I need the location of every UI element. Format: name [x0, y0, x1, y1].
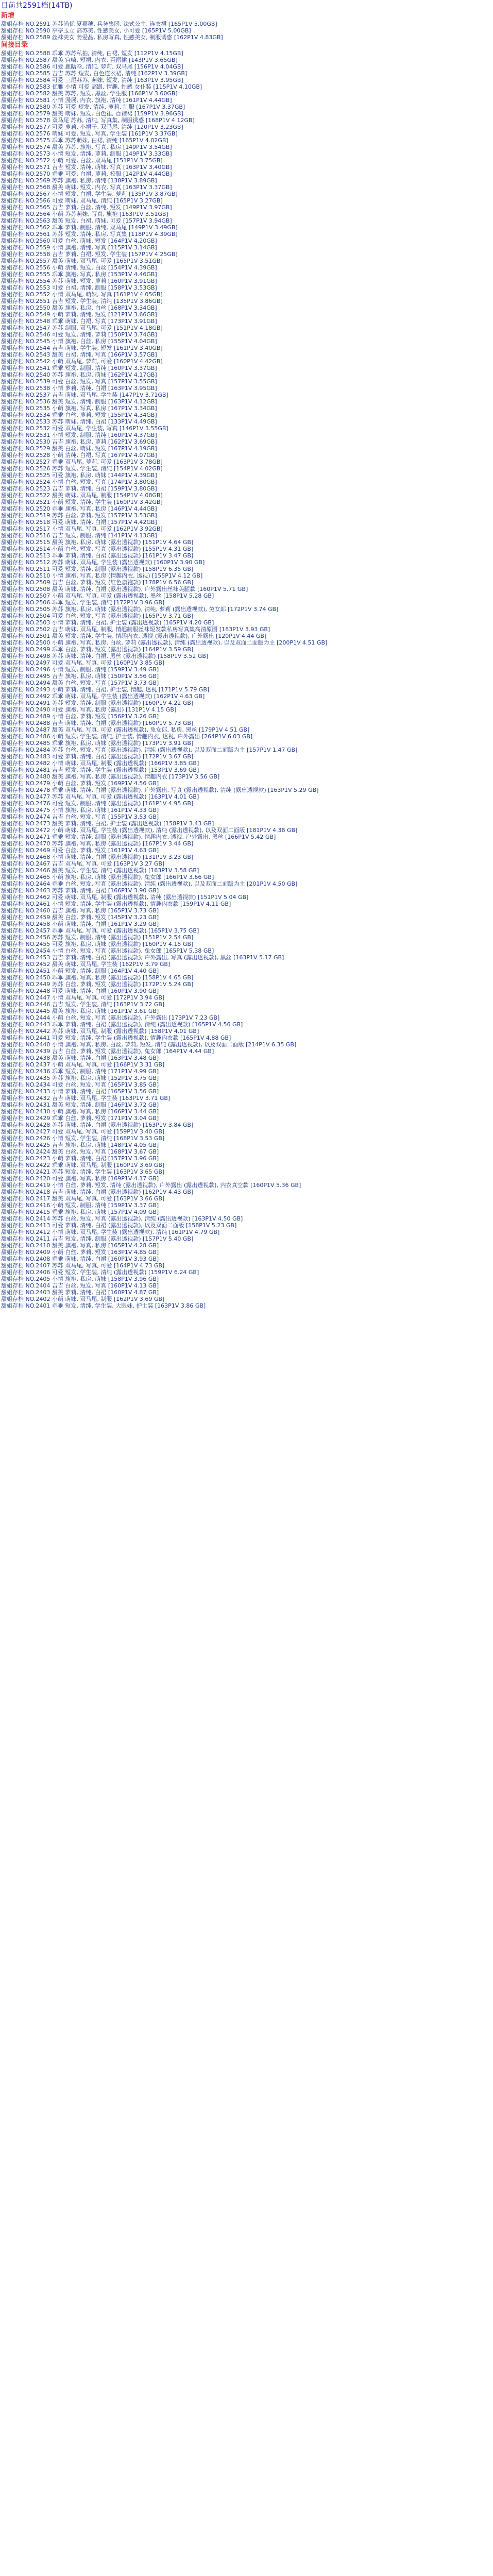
list-item[interactable]: 甜姐存档 NO.2429 乖乖 白丝, 萝莉, 短发 [171P1V 3.04 GB] — [1, 1115, 159, 1122]
list-item[interactable]: 甜姐存档 NO.2516 吉吉 短发, 制服, 清纯 [141P1V 4.13GB] — [1, 532, 157, 539]
list-item[interactable]: 甜姐存档 NO.2495 吉吉 旗袍, 私房, 萌妹 [150P1V 3.56 GB] — [1, 673, 159, 680]
list-item[interactable]: 甜姐存档 NO.2588 乖乖 苏苏私拍, 清纯, 白裙, 短发 [112P1V 4.15GB] — [1, 50, 183, 57]
list-item[interactable]: 甜姐存档 NO.2504 可爱 白丝, 短发, 写真 (露出透视款) [165P1V 3.71 GB] — [1, 613, 194, 619]
list-item[interactable]: 甜姐存档 NO.2582 甜美 苏苏, 短发, 黑丝, 学生服 [166P1V 3.60GB] — [1, 90, 178, 97]
list-item[interactable]: 甜姐存档 NO.2440 小情 旗袍, 写真, 私房, 白丝, 萝莉, 短发, 清纯 (露出透视款), 以及双面二面版 [214P1V 6.35 GB] — [1, 1041, 297, 1048]
list-item[interactable]: 甜姐存档 NO.2561 苏苏 短发, 清纯, 私房, 写真集 [118P1V 4.39GB] — [1, 231, 178, 238]
list-item[interactable]: 甜姐存档 NO.2459 甜美 白丝, 萝莉, 短发 [145P1V 3.23 GB] — [1, 914, 159, 921]
list-item[interactable]: 甜姐存档 NO.2541 乖乖 短发, 制服, 清纯 [160P1V 3.37GB] — [1, 365, 157, 371]
list-item[interactable]: 甜姐存档 NO.2563 甜美 短发, 白裙, 萌妹, 可爱 [157P1V 3.94GB] — [1, 217, 172, 224]
list-item[interactable]: 甜姐存档 NO.2560 可爱 白丝, 萌妹, 短发 [164P1V 4.20GB] — [1, 238, 157, 244]
list-item[interactable]: 甜姐存档 NO.2548 乖乖 萌妹, 白裙, 写真 [173P1V 3.91GB] — [1, 318, 157, 325]
list-item[interactable]: 甜姐存档 NO.2564 小萌 苏苏萌妹, 写真, 旗袍 [163P1V 3.51GB] — [1, 211, 168, 217]
list-item[interactable]: 甜姐存档 NO.2581 小情 漫展, 内衣, 旗袍, 清纯 [161P1V 4.44GB] — [1, 97, 172, 104]
list-item[interactable]: 甜姐存档 NO.2484 苏苏 白丝, 短发, 写真 (露出透视款), 清纯 (露出透视款), 以及双面二面版为主 [157P1V 1.47 GB] — [1, 747, 298, 753]
list-item[interactable]: 甜姐存档 NO.2468 小情 萌妹, 清纯, 白裙 (露出透视款) [131P1V 3.23 GB] — [1, 854, 194, 860]
list-item[interactable]: 甜姐存档 NO.2482 小情 萌妹, 双马尾, 制服 (露出透视款) [166P1V 3.85 GB] — [1, 760, 199, 767]
list-item[interactable]: 甜姐存档 NO.2556 小萌 清纯, 短发, 白丝 [154P1V 4.39GB] — [1, 264, 157, 271]
list-item[interactable]: 甜姐存档 NO.2573 小情 短发, 清纯, 萝莉, 制服 [149P1V 3.33GB] — [1, 150, 172, 157]
list-item[interactable]: 甜姐存档 NO.2466 甜美 短发, 学生装, 清纯 (露出透视款) [163P1V 3.58 GB] — [1, 867, 199, 874]
list-item[interactable]: 甜姐存档 NO.2530 吉吉 旗袍, 私房, 萝莉 [162P1V 3.69GB] — [1, 438, 157, 445]
list-item[interactable]: 甜姐存档 NO.2407 苏苏 双马尾, 写真, 可爱 [164P1V 4.73 GB] — [1, 1262, 165, 1269]
list-item[interactable]: 甜姐存档 NO.2584 可爱 三尾苏苏, 萌妹, 短发, 清纯 [163P1V 3.95GB] — [1, 77, 183, 83]
list-item[interactable]: 甜姐存档 NO.2585 吉吉 苏苏 短发, 白色连衣裙, 清纯 [162P1V 3.39GB] — [1, 70, 188, 77]
list-item[interactable]: 甜姐存档 NO.2545 小情 旗袍, 白丝, 私房 [155P1V 4.04GB] — [1, 338, 157, 345]
list-item[interactable]: 甜姐存档 NO.2511 可爱 短发, 清纯, 制服 (露出透视款) [158P1V 6.35 GB] — [1, 566, 194, 572]
list-item[interactable]: 甜姐存档 NO.2525 可爱 旗袍, 私房, 萌妹 [144P1V 4.39GB] — [1, 472, 157, 479]
list-item[interactable]: 甜姐存档 NO.2499 乖乖 白丝, 萝莉, 短发 (露出透视款) [164P1V 3.59 GB] — [1, 646, 194, 653]
list-item[interactable]: 甜姐存档 NO.2513 乖乖 萝莉, 清纯, 白裙 (露出透视款) [161P1V 3.47 GB] — [1, 552, 194, 559]
list-item[interactable]: 甜姐存档 NO.2493 小萌 萝莉, 清纯, 白裙, 护士装, 情趣, 透视 [171P1V 5.79 GB] — [1, 686, 210, 693]
list-item[interactable]: 甜姐存档 NO.2578 双马尾 苏苏, 清纯, 写真集, 制服诱惑 [168P1V 4.12GB] — [1, 117, 195, 124]
list-item[interactable]: 甜姐存档 NO.2441 可爱 短发, 清纯, 学生装 (露出透视款), 情趣内衣款 [165P1V 4.88 GB] — [1, 1035, 231, 1041]
list-item[interactable]: 甜姐存档 NO.2461 小情 短发, 清纯, 学生装 (露出透视款), 情趣内衣款 [159P1V 4.11 GB] — [1, 901, 231, 907]
list-item[interactable]: 甜姐存档 NO.2422 乖乖 萌妹, 双马尾, 制服 [160P1V 3.69 GB] — [1, 1162, 165, 1168]
list-item[interactable]: 甜姐存档 NO.2477 苏苏 双马尾, 写真, 可爱 (露出透视款) [163P1V 4.01 GB] — [1, 793, 199, 800]
list-item[interactable]: 甜姐存档 NO.2465 小萌 旗袍, 私房, 萌妹 (露出透视款), 兔女郎 [166P1V 3.66 GB] — [1, 874, 214, 880]
list-item[interactable]: 甜姐存档 NO.2524 小情 白丝, 短发, 写真 [174P1V 3.80GB] — [1, 479, 157, 485]
list-item[interactable]: 甜姐存档 NO.2505 苏苏 旗袍, 私房, 萌妹 (露出透视款), 清纯, 萝莉 (露出透视款), 兔女郎 [172P1V 3.74 GB] — [1, 606, 279, 613]
list-item[interactable]: 甜姐存档 NO.2552 小情 双马尾, 萌妹, 写真 [161P1V 4.05GB] — [1, 291, 163, 298]
list-item[interactable]: 甜姐存档 NO.2553 可爱 白裙, 清纯, 制服 [158P1V 3.53GB] — [1, 284, 157, 291]
list-item[interactable]: 甜姐存档 NO.2449 苏苏 白丝, 萝莉, 短发 (露出透视款) [172P1V 5.24 GB] — [1, 981, 194, 988]
list-item[interactable]: 甜姐存档 NO.2510 小情 旗袍, 写真, 私房 (情趣内衣, 透视) [155P1V 4.12 GB] — [1, 572, 203, 579]
list-item[interactable]: 甜姐存档 NO.2509 吉吉 白丝, 萝莉, 短发 (红色旗袍款) [178P1V 6.56 GB] — [1, 579, 194, 586]
list-item[interactable]: 甜姐存档 NO.2514 小萌 白丝, 短发, 写真 (露出透视款) [155P1V 4.31 GB] — [1, 546, 194, 552]
list-item[interactable]: 甜姐存档 NO.2453 吉吉 萝莉, 清纯, 白裙 (露出透视款), 户外露出, 写真 (露出透视款), 黑丝 [163P1V 5.17 GB] — [1, 954, 284, 961]
list-item[interactable]: 甜姐存档 NO.2526 苏苏 短发, 学生装, 清纯 [154P1V 4.02GB] — [1, 465, 163, 472]
list-item[interactable]: 甜姐存档 NO.2574 甜美 苏苏, 旗袍, 写真, 私房 [149P1V 3.54GB] — [1, 144, 172, 150]
list-item[interactable]: 甜姐存档 NO.2566 可爱 萌妹, 双马尾, 清纯 [165P1V 3.27GB] — [1, 197, 163, 204]
list-item[interactable]: 甜姐存档 NO.2406 可爱 短发, 学生装, 清纯 (露出透视款) [159P1V 6.24 GB] — [1, 1269, 199, 1276]
list-item[interactable]: 甜姐存档 NO.2536 甜美 短发, 清纯, 制服 [163P1V 4.12GB] — [1, 398, 157, 405]
list-item[interactable]: 甜姐存档 NO.2580 苏苏 可爱 短发, 清纯, 萝莉, 制服 [167P1V 3.37GB] — [1, 104, 185, 110]
list-item[interactable]: 甜姐存档 NO.2457 乖乖 双马尾, 写真, 可爱 (露出透视款) [165P1V 3.75 GB] — [1, 927, 199, 934]
list-item[interactable]: 甜姐存档 NO.2416 小萌 短发, 制服, 清纯 [159P1V 3.37 GB] — [1, 1202, 159, 1209]
list-item[interactable]: 甜姐存档 NO.2502 吉吉 萌妹, 双马尾, 制服, 情趣制服丝袜短发款私房写真集高清原图 [183P1V 3.93 GB] — [1, 626, 270, 633]
list-item[interactable]: 甜姐存档 NO.2539 可爱 白丝, 短发, 写真 [157P1V 3.55GB] — [1, 378, 157, 385]
list-item[interactable]: 甜姐存档 NO.2512 苏苏 萌妹, 双马尾, 学生装 (露出透视款) [160P1V 3.90 GB] — [1, 559, 205, 566]
list-item[interactable]: 甜姐存档 NO.2437 小萌 双马尾, 写真, 可爱 [166P1V 3.31 GB] — [1, 1061, 165, 1068]
list-item[interactable]: 甜姐存档 NO.2492 乖乖 萌妹, 双马尾, 学生装 (露出透视款) [162P1V 4.63 GB] — [1, 693, 205, 700]
list-item[interactable]: 甜姐存档 NO.2485 乖乖 旗袍, 私房, 萌妹 (露出透视款) [173P1V 3.91 GB] — [1, 740, 194, 747]
list-item[interactable]: 甜姐存档 NO.2405 小情 旗袍, 私房, 萌妹 [158P1V 3.96 GB] — [1, 1276, 159, 1282]
list-item[interactable]: 甜姐存档 NO.2456 苏苏 短发, 制服, 清纯 (露出透视款) [151P1V 2.54 GB] — [1, 934, 194, 941]
list-item[interactable]: 甜姐存档 NO.2589 丝袜美女 姜爱晶, 私房写真, 性感美女, 制服诱惑 [162P1V 4.83GB] — [1, 34, 223, 41]
list-item[interactable]: 甜姐存档 NO.2462 可爱 萌妹, 双马尾, 制服 (露出透视款), 清纯 (露出透视款) [151P1V 5.04 GB] — [1, 894, 249, 901]
list-item[interactable]: 甜姐存档 NO.2500 小萌 旗袍, 写真, 私房, 白丝, 萝莉 (露出透视款), 清纯 (露出透视款), 以及双面二面版为主 [200P1V 4.51 GB] — [1, 639, 328, 646]
section-new-heading: 新增 — [1, 12, 15, 20]
list-item[interactable]: 甜姐存档 NO.2518 可爱 萌妹, 清纯, 白裙 [157P1V 4.42GB] — [1, 519, 157, 526]
list-item[interactable]: 甜姐存档 NO.2562 乖乖 萝莉, 制服, 清纯, 双马尾 [149P1V 3.49GB] — [1, 224, 178, 231]
list-item[interactable]: 甜姐存档 NO.2491 苏苏 短发, 清纯, 制服 (露出透视款) [160P1V 4.22 GB] — [1, 700, 194, 706]
list-item[interactable]: 甜姐存档 NO.2576 萌妹 可爱, 短发, 写真, 学生装 [161P1V 3.37GB] — [1, 130, 178, 137]
list-item[interactable]: 甜姐存档 NO.2427 可爱 双马尾, 写真, 可爱 [159P1V 3.40 GB] — [1, 1128, 165, 1135]
list-item[interactable]: 甜姐存档 NO.2408 乖乖 萌妹, 清纯, 白裙 [160P1V 3.93 GB] — [1, 1256, 159, 1262]
list-item[interactable]: 甜姐存档 NO.2446 吉吉 短发, 学生装, 清纯 [163P1V 3.72 GB] — [1, 1001, 165, 1008]
list-item[interactable]: 甜姐存档 NO.2469 可爱 白丝, 萝莉, 短发 [161P1V 4.63 GB] — [1, 847, 159, 854]
list-item[interactable]: 甜姐存档 NO.2434 可爱 白丝, 短发, 写真 [165P1V 3.85 GB] — [1, 1081, 159, 1088]
list-item[interactable]: 甜姐存档 NO.2551 吉吉 短发, 学生装, 清纯 [135P1V 3.86GB] — [1, 298, 163, 304]
list-item[interactable]: 甜姐存档 NO.2498 苏苏 萌妹, 清纯, 白裙, 黑丝 (露出透视款) [158P1V 3.52 GB] — [1, 653, 209, 659]
list-item[interactable]: 甜姐存档 NO.2523 吉吉 萝莉, 清纯, 白裙 [159P1V 3.80GB] — [1, 485, 157, 492]
list-item[interactable]: 甜姐存档 NO.2550 甜美 旗袍, 私房, 白丝 [168P1V 3.34GB] — [1, 304, 157, 311]
list-item[interactable]: 甜姐存档 NO.2537 吉吉 萌妹, 双马尾, 学生装 [147P1V 3.71GB] — [1, 392, 168, 398]
list-item[interactable]: 甜姐存档 NO.2430 小萌 旗袍, 写真, 私房 [166P1V 3.44 GB] — [1, 1108, 159, 1115]
list-item[interactable]: 甜姐存档 NO.2475 小情 旗袍, 私房, 萌妹 [161P1V 4.33 GB] — [1, 807, 159, 814]
list-item[interactable]: 甜姐存档 NO.2460 吉吉 旗袍, 写真, 私房 [165P1V 3.73 GB] — [1, 907, 159, 914]
list-item[interactable]: 甜姐存档 NO.2544 吉吉 萌妹, 学生装, 短发 [161P1V 3.40GB] — [1, 345, 163, 351]
list-item[interactable]: 甜姐存档 NO.2517 小情 双马尾, 写真, 可爱 [162P1V 3.92GB] — [1, 526, 163, 532]
list-item[interactable]: 甜姐存档 NO.2487 甜美 双马尾, 写真, 可爱 (露出透视款), 兔女郎, 私房, 黑丝 [179P1V 4.51 GB] — [1, 726, 250, 733]
list-item[interactable]: 甜姐存档 NO.2489 小情 白丝, 萝莉, 短发 [156P1V 3.26 GB] — [1, 713, 159, 720]
list-item[interactable]: 甜姐存档 NO.2413 可爱 萝莉, 清纯, 白裙 (露出透视款), 以及双面二面版 [158P1V 5.23 GB] — [1, 1222, 237, 1229]
list-item[interactable]: 甜姐存档 NO.2568 甜美 萌妹, 短发, 内衣, 写真 [163P1V 3.37GB] — [1, 184, 172, 191]
list-item[interactable]: 甜姐存档 NO.2542 小萌 双马尾, 萝莉, 可爱 [160P1V 4.42GB] — [1, 358, 163, 365]
list-item[interactable]: 甜姐存档 NO.2490 可爱 旗袍, 写真, 私房 (露出) [131P1V 4.15 GB] — [1, 706, 177, 713]
list-item[interactable]: 甜姐存档 NO.2575 乖乖 苏苏萌妹, 白裙, 清纯 [165P1V 4.02GB] — [1, 137, 168, 144]
list-item[interactable]: 甜姐存档 NO.2438 甜美 萌妹, 清纯, 白裙 [163P1V 3.48 GB] — [1, 1055, 159, 1061]
list-item[interactable]: 甜姐存档 NO.2586 可爱 鹿晗晗, 清纯, 萝莉, 双马尾 [156P1V 4.04GB] — [1, 63, 183, 70]
list-item[interactable]: 甜姐存档 NO.2476 可爱 短发, 制服, 清纯 (露出透视款) [161P1V 4.95 GB] — [1, 800, 194, 807]
list-item[interactable]: 甜姐存档 NO.2483 可爱 萝莉, 清纯, 白裙 (露出透视款) [172P1V 3.67 GB] — [1, 753, 194, 760]
list-item[interactable]: 甜姐存档 NO.2521 小萌 短发, 清纯, 学生装 [160P1V 3.42GB] — [1, 499, 163, 505]
list-item[interactable]: 甜姐存档 NO.2590 亭亭玉立 高苏美, 性感美女, 小可爱 [165P1V 5.00GB] — [1, 27, 191, 34]
list-item[interactable]: 甜姐存档 NO.2432 吉吉 萌妹, 双马尾, 学生装 [163P1V 3.71 GB] — [1, 1095, 171, 1101]
list-item[interactable]: 甜姐存档 NO.2533 苏苏 萌妹, 清纯, 白裙 [133P1V 4.49GB] — [1, 418, 157, 425]
list-item[interactable]: 甜姐存档 NO.2522 甜美 萌妹, 双马尾, 制服 [154P1V 4.08GB] — [1, 492, 163, 499]
list-item[interactable]: 甜姐存档 NO.2474 吉吉 白丝, 短发, 写真 [155P1V 3.53 GB] — [1, 814, 159, 820]
list-item[interactable]: 甜姐存档 NO.2424 甜美 白丝, 短发, 写真 [168P1V 3.67 GB] — [1, 1148, 159, 1155]
list-item[interactable]: 甜姐存档 NO.2417 甜美 双马尾, 写真, 可爱 [163P1V 3.66 GB] — [1, 1195, 165, 1202]
list-item[interactable]: 甜姐存档 NO.2527 乖乖 双马尾, 萝莉, 可爱 [163P1V 3.78GB] — [1, 459, 163, 465]
list-item[interactable]: 甜姐存档 NO.2531 小情 短发, 制服, 清纯 [160P1V 4.37GB] — [1, 432, 157, 438]
list-item[interactable]: 甜姐存档 NO.2535 小萌 旗袍, 写真, 私房 [167P1V 3.34GB] — [1, 405, 157, 412]
list-item[interactable]: 甜姐存档 NO.2579 甜美 萌妹, 短发, 白色裙, 百褶裙 [159P1V 3.96GB] — [1, 110, 183, 117]
list-item[interactable]: 甜姐存档 NO.2471 乖乖 短发, 清纯, 制服 (露出透视款), 情趣内衣, 透视, 户外露出, 黑丝 [166P1V 5.42 GB] — [1, 834, 276, 840]
list-item[interactable]: 甜姐存档 NO.2583 优雅 小情 可爱 高跟, 情趣, 性感 女仆装 [115P1V 4.10GB] — [1, 83, 202, 90]
list-item[interactable]: 甜姐存档 NO.2435 苏苏 旗袍, 私房, 萌妹 [152P1V 3.75 GB] — [1, 1075, 159, 1081]
list-item[interactable]: 甜姐存档 NO.2448 可爱 萌妹, 清纯, 白裙 [160P1V 3.90 GB] — [1, 988, 159, 994]
list-item[interactable]: 甜姐存档 NO.2534 乖乖 白丝, 萝莉, 短发 [155P1V 4.34GB] — [1, 412, 157, 418]
list-item[interactable]: 甜姐存档 NO.2428 苏苏 萌妹, 清纯, 白裙 (露出透视款) [163P1V 3.84 GB] — [1, 1122, 194, 1128]
list-item[interactable]: 甜姐存档 NO.2520 乖乖 旗袍, 写真, 私房 [146P1V 4.44GB] — [1, 505, 157, 512]
list-item[interactable]: 甜姐存档 NO.2481 吉吉 短发, 清纯, 学生装 (露出透视款) [153P1V 3.69 GB] — [1, 767, 199, 773]
list-item[interactable]: 甜姐存档 NO.2443 乖乖 萝莉, 清纯, 白裙 (露出透视款), 清纯 (露出透视款) [165P1V 4.56 GB] — [1, 1021, 243, 1028]
list-item[interactable]: 甜姐存档 NO.2423 小萌 萝莉, 清纯, 白裙 [157P1V 3.96 GB] — [1, 1155, 159, 1162]
list-item[interactable]: 甜姐存档 NO.2472 小萌 萌妹, 双马尾, 学生装 (露出透视款), 清纯 (露出透视款), 以及双面二面版 [181P1V 4.38 GB] — [1, 827, 298, 834]
list-item[interactable]: 甜姐存档 NO.2433 小情 萝莉, 清纯, 白裙 [165P1V 3.56 GB] — [1, 1088, 159, 1095]
list-item[interactable]: 甜姐存档 NO.2571 吉吉 短发, 清纯, 萌妹, 写真 [163P1V 3.40GB] — [1, 164, 172, 171]
list-item[interactable]: 甜姐存档 NO.2442 苏苏 萌妹, 双马尾, 制服 (露出透视款) [158P1V 4.01 GB] — [1, 1028, 199, 1035]
list-item[interactable]: 甜姐存档 NO.2488 吉吉 萌妹, 清纯, 白裙 (露出透视款) [160P1V 5.73 GB] — [1, 720, 194, 726]
list-item[interactable]: 甜姐存档 NO.2445 甜美 旗袍, 私房, 萌妹 [161P1V 3.61 GB] — [1, 1008, 159, 1014]
list-item[interactable]: 甜姐存档 NO.2452 甜美 萌妹, 双马尾, 学生装 [162P1V 3.79 GB] — [1, 961, 171, 968]
list-item[interactable]: 甜姐存档 NO.2404 吉吉 白丝, 短发, 写真 [160P1V 4.13 GB] — [1, 1282, 159, 1289]
list-item[interactable]: 甜姐存档 NO.2555 乖乖 旗袍, 写真, 私房 [153P1V 4.46GB] — [1, 271, 157, 278]
list-item[interactable]: 甜姐存档 NO.2506 乖乖 短发, 学生装, 清纯 [172P1V 3.96 GB] — [1, 599, 165, 606]
list-item[interactable]: 甜姐存档 NO.2451 小萌 短发, 清纯, 制服 [164P1V 4.40 GB] — [1, 968, 159, 974]
list-item[interactable]: 甜姐存档 NO.2467 吉吉 双马尾, 写真, 可爱 [163P1V 3.27 GB] — [1, 860, 165, 867]
list-item[interactable]: 甜姐存档 NO.2486 小萌 短发, 学生装, 清纯, 护士装, 情趣内衣, 透视, 户外露出 [264P1V 6.03 GB] — [1, 733, 253, 740]
list-item[interactable]: 甜姐存档 NO.2501 甜美 短发, 清纯, 学生装, 情趣内衣, 透视 (露出透视款), 户外露出 [120P1V 4.44 GB] — [1, 633, 267, 639]
list-item[interactable]: 甜姐存档 NO.2549 小萌 萝莉, 清纯, 短发 [121P1V 3.66GB] — [1, 311, 157, 318]
list-item[interactable]: 甜姐存档 NO.2529 甜美 白丝, 萌妹, 短发 [167P1V 4.19GB] — [1, 445, 157, 452]
list-item[interactable]: 甜姐存档 NO.2528 小萌 清纯, 白裙, 写真 [167P1V 4.07GB] — [1, 452, 157, 459]
list-item[interactable]: 甜姐存档 NO.2450 乖乖 旗袍, 写真, 私房 (露出透视款) [158P1V 4.65 GB] — [1, 974, 194, 981]
list-item[interactable]: 甜姐存档 NO.2538 小情 萝莉, 清纯, 白裙 [163P1V 3.95GB] — [1, 385, 157, 392]
history-entries-list — [1, 50, 493, 1309]
list-item[interactable]: 甜姐存档 NO.2463 苏苏 萝莉, 清纯, 白裙 [166P1V 3.90 GB] — [1, 887, 159, 894]
list-item[interactable]: 甜姐存档 NO.2414 苏苏 白丝, 短发, 写真 (露出透视款), 清纯 (露出透视款) [163P1V 4.50 GB] — [1, 1215, 243, 1222]
list-item[interactable]: 甜姐存档 NO.2455 可爱 旗袍, 私房, 萌妹 (露出透视款) [160P1V 4.15 GB] — [1, 941, 194, 947]
list-item[interactable]: 甜姐存档 NO.2554 苏苏 萌妹, 短发, 萝莉 [160P1V 3.91GB] — [1, 278, 157, 284]
page-title: 目前共2591档(14TB) — [1, 2, 73, 10]
list-item[interactable]: 甜姐存档 NO.2587 甜美 宫崎, 短裙, 内衣, 百褶裙 [143P1V 3.65GB] — [1, 57, 178, 63]
list-item[interactable]: 甜姐存档 NO.2458 小萌 萌妹, 清纯, 白裙 [161P1V 3.29 GB] — [1, 921, 159, 927]
new-entries-list — [1, 21, 493, 41]
list-item[interactable]: 甜姐存档 NO.2507 小萌 双马尾, 写真, 可爱 (露出透视款), 黑丝 [158P1V 5.28 GB] — [1, 592, 214, 599]
list-item[interactable]: 甜姐存档 NO.2473 甜美 萝莉, 清纯, 白裙, 护士装 (露出透视款) [158P1V 3.43 GB] — [1, 820, 214, 827]
list-item[interactable]: 甜姐存档 NO.2415 乖乖 旗袍, 私房, 萌妹 [157P1V 4.09 GB] — [1, 1209, 159, 1215]
list-item[interactable]: 甜姐存档 NO.2497 可爱 双马尾, 写真, 可爱 [160P1V 3.85 GB] — [1, 659, 165, 666]
list-item[interactable]: 甜姐存档 NO.2515 甜美 旗袍, 私房, 萌妹 (露出透视款) [151P1V 4.64 GB] — [1, 539, 194, 546]
list-item[interactable]: 甜姐存档 NO.2402 小萌 萌妹, 双马尾, 制服 [162P1V 3.69 GB] — [1, 1296, 165, 1302]
list-item[interactable]: 甜姐存档 NO.2411 吉吉 短发, 清纯, 制服 (露出透视款) [157P1V 5.40 GB] — [1, 1235, 194, 1242]
list-item[interactable]: 甜姐存档 NO.2577 可爱 萝莉, 小裙子, 双马尾, 清纯 [120P1V 3.23GB] — [1, 124, 183, 130]
list-item[interactable]: 甜姐存档 NO.2572 小萌 可爱, 白丝, 双马尾 [151P1V 3.75GB] — [1, 157, 163, 164]
list-item[interactable]: 甜姐存档 NO.2464 乖乖 白丝, 短发, 写真 (露出透视款), 清纯 (露出透视款), 以及双面二面版为主 [201P1V 4.50 GB] — [1, 880, 298, 887]
list-item[interactable]: 甜姐存档 NO.2403 甜美 萝莉, 清纯, 白裙 [160P1V 4.87 GB] — [1, 1289, 159, 1296]
list-item[interactable]: 甜姐存档 NO.2540 苏苏 旗袍, 私房, 萌妹 [162P1V 4.17GB] — [1, 371, 157, 378]
list-item[interactable]: 甜姐存档 NO.2547 苏苏 制服, 双马尾, 可爱 [151P1V 4.18GB] — [1, 325, 163, 331]
list-item[interactable]: 甜姐存档 NO.2567 小情 短发, 白裙, 学生装, 萝莉 [135P1V 3.87GB] — [1, 191, 178, 197]
list-item[interactable]: 甜姐存档 NO.2570 乖乖 可爱, 白裙, 萝莉, 校服 [142P1V 4.44GB] — [1, 171, 172, 177]
list-item[interactable]: 甜姐存档 NO.2565 吉吉 萝莉, 白丝, 清纯, 短发 [149P1V 3.97GB] — [1, 204, 172, 211]
section-history-heading: 间接目录 — [1, 41, 28, 49]
list-item[interactable]: 甜姐存档 NO.2420 可爱 旗袍, 写真, 私房 [169P1V 4.17 GB] — [1, 1175, 159, 1182]
list-item[interactable]: 甜姐存档 NO.2418 吉吉 萌妹, 清纯, 白裙 (露出透视款) [162P1V 4.43 GB] — [1, 1189, 194, 1195]
list-item[interactable]: 甜姐存档 NO.2421 苏苏 短发, 清纯, 学生装 [163P1V 3.65 GB] — [1, 1168, 165, 1175]
list-item[interactable]: 甜姐存档 NO.2426 小情 短发, 学生装, 清纯 [168P1V 3.53 GB] — [1, 1135, 165, 1142]
list-item[interactable]: 甜姐存档 NO.2425 吉吉 旗袍, 私房, 萌妹 [148P1V 4.05 GB] — [1, 1142, 159, 1148]
list-item[interactable]: 甜姐存档 NO.2496 小情 短发, 制服, 清纯 [159P1V 3.49 GB] — [1, 666, 159, 673]
list-item[interactable]: 甜姐存档 NO.2431 甜美 短发, 清纯, 制服 [146P1V 3.72 GB] — [1, 1101, 159, 1108]
list-item[interactable]: 甜姐存档 NO.2470 苏苏 旗袍, 写真, 私房 (露出透视款) [167P1V 3.44 GB] — [1, 840, 194, 847]
list-item[interactable]: 甜姐存档 NO.2401 乖乖 短发, 清纯, 学生装, 大眼妹, 护士装 [163P1V 3.86 GB] — [1, 1302, 206, 1309]
list-item[interactable]: 甜姐存档 NO.2559 小情 旗袍, 清纯, 写真 [115P1V 3.14GB] — [1, 244, 157, 251]
list-item[interactable]: 甜姐存档 NO.2558 吉吉 萝莉, 白裙, 短发, 学生装 [157P1V 4.25GB] — [1, 251, 178, 258]
list-item[interactable]: 甜姐存档 NO.2444 小萌 白丝, 短发, 写真 (露出透视款), 户外露出 [173P1V 7.23 GB] — [1, 1014, 220, 1021]
list-item[interactable]: 甜姐存档 NO.2519 苏苏 白丝, 萝莉, 短发 [157P1V 3.53GB] — [1, 512, 157, 519]
list-item[interactable]: 甜姐存档 NO.2439 吉吉 白丝, 萝莉, 短发 (露出透视款), 兔女郎 [164P1V 4.44 GB] — [1, 1048, 214, 1055]
list-item[interactable]: 甜姐存档 NO.2543 甜美 白裙, 清纯, 写真 [166P1V 3.57GB] — [1, 351, 157, 358]
list-item[interactable]: 甜姐存档 NO.2479 小萌 白丝, 萝莉, 短发 [169P1V 4.56 GB] — [1, 780, 159, 787]
list-item[interactable]: 甜姐存档 NO.2532 可爱 双马尾, 学生装, 写真 [146P1V 3.55GB] — [1, 425, 168, 432]
list-item[interactable]: 甜姐存档 NO.2410 甜美 旗袍, 写真, 私房 [165P1V 4.28 GB] — [1, 1242, 159, 1249]
list-item[interactable]: 甜姐存档 NO.2480 甜美 旗袍, 写真, 私房 (露出透视款), 情趣内衣 [173P1V 3.56 GB] — [1, 773, 220, 780]
list-item[interactable]: 甜姐存档 NO.2436 乖乖 短发, 制服, 清纯 [171P1V 4.99 GB] — [1, 1068, 159, 1075]
list-item[interactable]: 甜姐存档 NO.2508 甜美 萌妹, 清纯, 白裙 (露出透视款), 户外露出丝袜美腿款 [160P1V 5.71 GB] — [1, 586, 248, 592]
list-item[interactable]: 甜姐存档 NO.2494 甜美 白丝, 短发, 写真 [157P1V 3.73 GB] — [1, 680, 159, 686]
list-item[interactable]: 甜姐存档 NO.2409 小萌 白丝, 萝莉, 短发 [163P1V 4.85 GB] — [1, 1249, 159, 1256]
list-item[interactable]: 甜姐存档 NO.2546 可爱 短发, 清纯, 萝莉 [150P1V 3.74GB] — [1, 331, 157, 338]
list-item[interactable]: 甜姐存档 NO.2412 小情 萌妹, 双马尾, 学生装 (露出透视款), 清纯 [161P1V 4.79 GB] — [1, 1229, 220, 1235]
list-item[interactable]: 甜姐存档 NO.2447 小情 双马尾, 写真, 可爱 [172P1V 3.94 GB] — [1, 994, 165, 1001]
list-item[interactable]: 甜姐存档 NO.2591 苏苏尚优 夏嘉穗, 兵务集团, 法式公主, 连衣裙 [165P1V 5.00GB] — [1, 21, 217, 27]
list-item[interactable]: 甜姐存档 NO.2503 小情 萝莉, 清纯, 白裙, 护士装 (露出透视款) [165P1V 4.20 GB] — [1, 619, 214, 626]
list-item[interactable]: 甜姐存档 NO.2454 小情 白丝, 短发, 写真 (露出透视款), 兔女郎 [165P1V 5.38 GB] — [1, 947, 214, 954]
list-item[interactable]: 甜姐存档 NO.2569 苏苏 旗袍, 私房, 清纯 [138P1V 3.89GB] — [1, 177, 157, 184]
list-item[interactable]: 甜姐存档 NO.2419 小情 白丝, 萝莉, 短发, 清纯 (露出透视款), 户外露出 (露出透视款), 内衣真空款 [160P1V 5.36 GB] — [1, 1182, 301, 1189]
list-item[interactable]: 甜姐存档 NO.2478 乖乖 萌妹, 清纯, 白裙 (露出透视款), 户外露出, 写真 (露出透视款), 清纯 (露出透视款) [163P1V 5.29 GB] — [1, 787, 319, 793]
list-item[interactable]: 甜姐存档 NO.2557 甜美 萌妹, 双马尾, 可爱 [165P1V 3.51GB] — [1, 258, 163, 264]
